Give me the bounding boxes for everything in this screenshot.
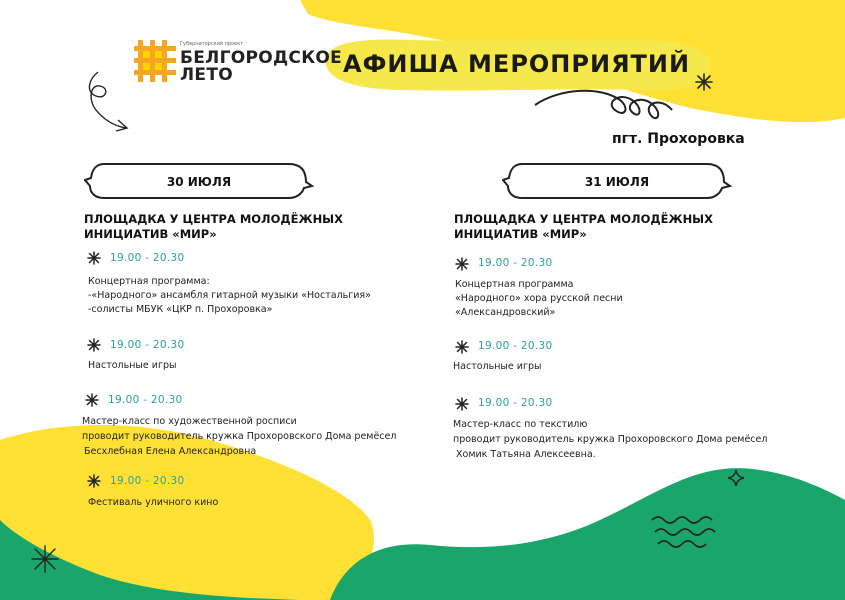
- event-line: Мастер-класс по художественной росписи: [82, 416, 297, 427]
- event-line: -«Народного» ансамбля гитарной музыки «Ностальгия»: [88, 290, 371, 301]
- asterisk-icon: [455, 257, 469, 271]
- event-line: Концертная программа: [455, 279, 574, 290]
- event-line: Фестиваль уличного кино: [88, 497, 219, 508]
- sparkle-icon: [695, 73, 713, 91]
- event-line: Настольные игры: [88, 360, 177, 371]
- event-time: 19.00 - 20.30: [110, 475, 185, 487]
- event-line: проводит руководитель кружка Прохоровского Дома ремёсел: [453, 434, 768, 445]
- burst-icon: [30, 544, 60, 574]
- venue-title-1: ПЛОЩАДКА У ЦЕНТРА МОЛОДЁЖНЫХ ИНИЦИАТИВ «МИР»: [84, 212, 343, 241]
- event-time: 19.00 - 20.30: [478, 397, 553, 409]
- event-time: 19.00 - 20.30: [108, 394, 183, 406]
- event-line: Мастер-класс по текстилю: [453, 419, 588, 430]
- place-name: пгт. Прохоровка: [612, 131, 745, 147]
- asterisk-icon: [455, 340, 469, 354]
- logo-tagline: Губернаторский проект: [180, 41, 244, 47]
- asterisk-icon: [87, 474, 101, 488]
- four-point-star-icon: [727, 469, 745, 487]
- date-label-1: 30 ИЮЛЯ: [166, 175, 232, 189]
- curly-arrow: [89, 72, 126, 128]
- event-line: Концертная программа:: [88, 276, 210, 287]
- venue-title-2: ПЛОЩАДКА У ЦЕНТРА МОЛОДЁЖНЫХ ИНИЦИАТИВ «МИР»: [454, 212, 713, 241]
- event-line: Бесхлебная Елена Александровна: [84, 446, 257, 457]
- asterisk-icon: [85, 393, 99, 407]
- event-time: 19.00 - 20.30: [110, 252, 185, 264]
- asterisk-icon: [87, 251, 101, 265]
- event-line: проводит руководитель кружка Прохоровского Дома ремёсел: [82, 431, 397, 442]
- asterisk-icon: [87, 338, 101, 352]
- event-line: Хомик Татьяна Алексеевна.: [456, 449, 596, 460]
- logo-line2: ЛЕТО: [180, 65, 233, 85]
- asterisk-icon: [455, 397, 469, 411]
- logo-icon: [134, 40, 176, 82]
- bottom-green-blob: [330, 468, 845, 600]
- event-line: «Народного» хора русской песни: [455, 293, 623, 304]
- event-time: 19.00 - 20.30: [110, 339, 185, 351]
- event-time: 19.00 - 20.30: [478, 340, 553, 352]
- logo-line1: БЕЛГОРОДСКОЕ: [180, 48, 343, 68]
- page-title: АФИША МЕРОПРИЯТИЙ: [343, 50, 691, 78]
- event-time: 19.00 - 20.30: [478, 257, 553, 269]
- event-line: -солисты МБУК «ЦКР п. Прохоровка»: [88, 304, 273, 315]
- event-line: Настольные игры: [453, 361, 542, 372]
- event-line: «Александровский»: [455, 307, 556, 318]
- date-label-2: 31 ИЮЛЯ: [584, 175, 650, 189]
